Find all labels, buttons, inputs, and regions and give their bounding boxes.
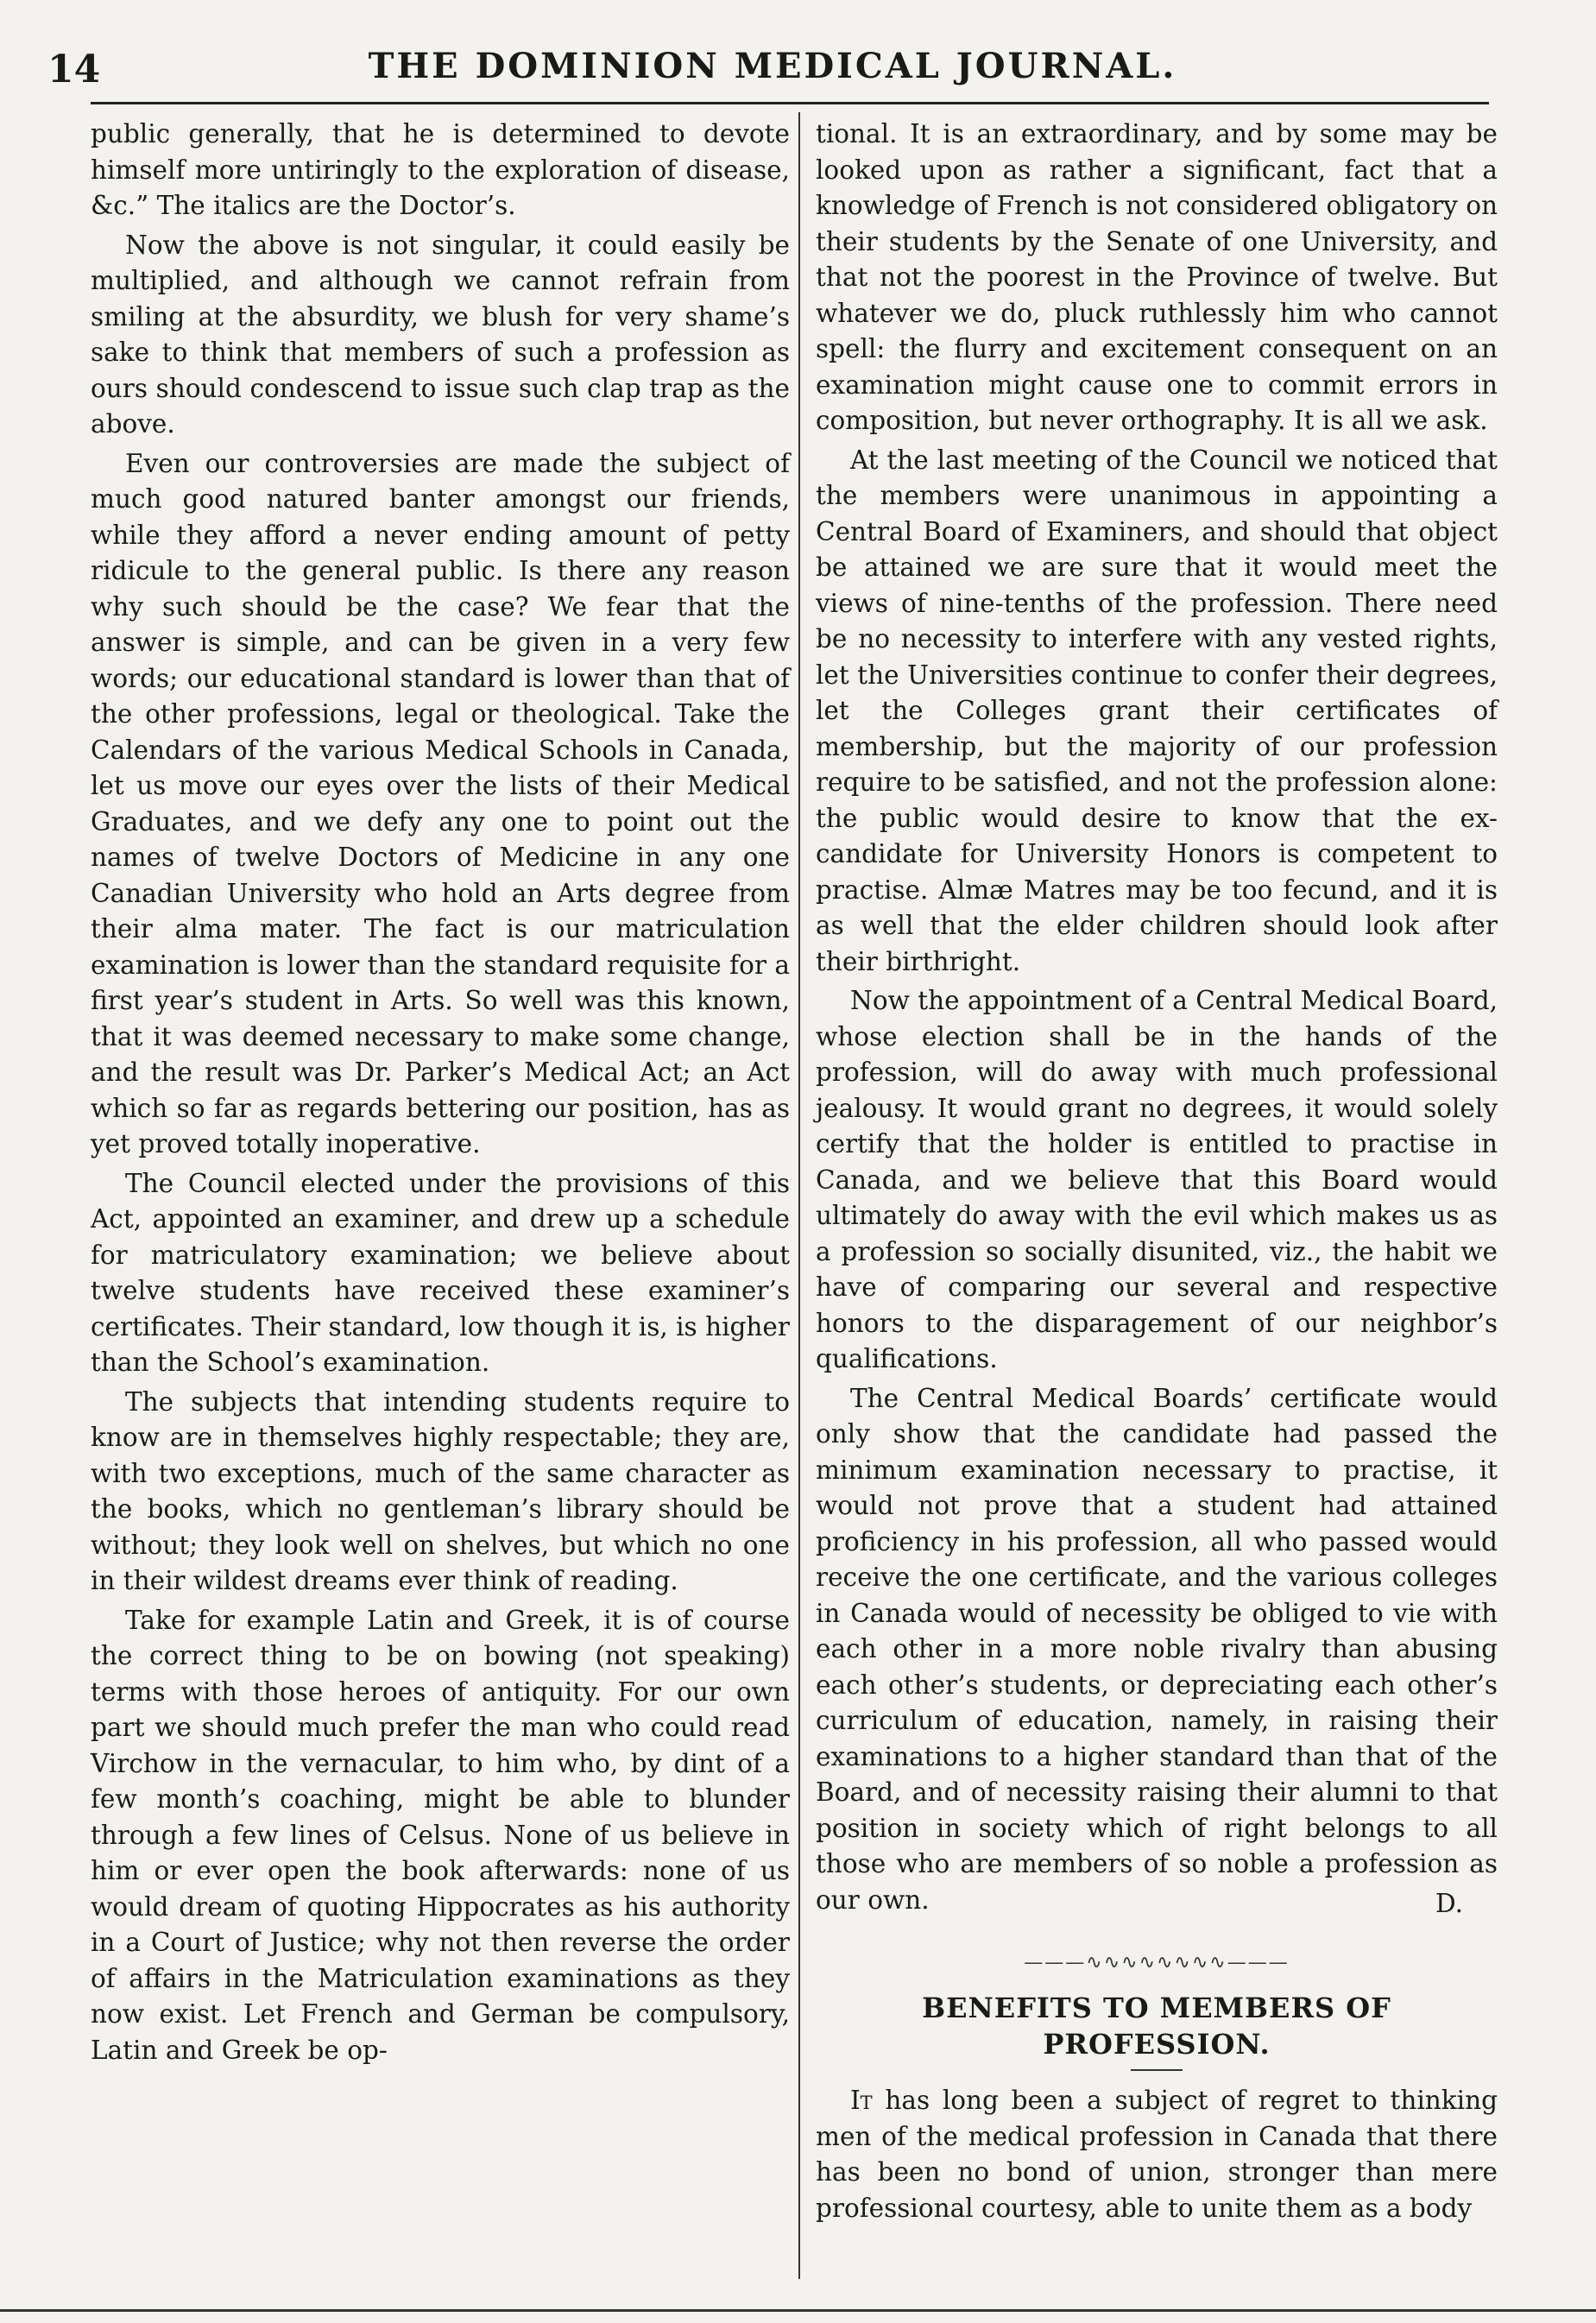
section-paragraph — [816, 2083, 1498, 2226]
paragraph: Take for example Latin and Greek, it is of course the correct thing to be on bowing (not speaking) terms with those heroes of antiquity. For our own part we should much prefer the man who could read Virchow in the vernacular, to him who, by dint of a few month’s coaching, might be able to blunder through a few lines of Celsus. None of us believe in him or ever open the book afterwards: none of us would dream of quoting Hippocrates as his authority in a Court of Justice; why not then reverse the order of affairs in the Matriculation examinations as they now exist. Let French and German be compulsory, Latin and Greek be op- — [91, 1605, 790, 2065]
running-title: THE DOMINION MEDICAL JOURNAL. — [368, 46, 1177, 86]
author-signature: D. — [1435, 1889, 1463, 1918]
paragraph: At the last meeting of the Council we noticed that the members were unanimous in appointing a Central Board of Examiners, and should that object be attained we are sure that it would meet the views of nine-tenths of the profession. There need be no necessity to interfere with any vested rights, let the Universities continue to confer their degrees, let the Colleges grant their certificates of membership, but the majority of our profession require to be satisfied, and not the profession alone: the public would desire to know that the ex-candidate for University Honors is competent to practise. Almæ Matres may be too fecund, and it is as well that the elder children should look after their birthright. — [816, 445, 1498, 976]
left-column — [91, 117, 790, 2072]
paragraph: The Central Medical Boards’ certificate would only show that the candidate had passed the minimum examination necessary to practise, it would not prove that a student had attained proficiency in his profession, all who passed would receive the one certificate, and the various colleges in Canada would of necessity be obliged to vie with each other in a more noble rivalry than abusing each other’s students, or depreciating each other’s curriculum of education, namely, in raising their examinations to a higher standard than that of the Board, and of necessity raising their alumni to that position in society which of right belongs to all those who are members of so noble a profession as our own. — [816, 1383, 1498, 1915]
header-rule — [91, 102, 1489, 104]
paragraph: Now the appointment of a Central Medical Board, whose election shall be in the hands of the profession, will do away with much professional jealousy. It would grant no degrees, it would solely certify that the holder is entitled to practise in Canada, and we believe that this Board would ultimately do away with the evil which makes us as a profession so socially disunited, viz., the habit we have of comparing our several and respective honors to the disparagement of our neighbor’s qualifications. — [816, 986, 1498, 1373]
heading-rule — [1131, 2069, 1183, 2071]
paragraph: The subjects that intending students require to know are in themselves highly respectable; they are, with two exceptions, much of the same character as the books, which no gentleman’s library should be without; they look well on shelves, but which no one in their wildest dreams ever think of reading. — [91, 1386, 790, 1595]
paragraph: The Council elected under the provisions of this Act, appointed an examiner, and drew up a schedule for matriculatory examination; we believe about twelve students have received these examiner’s certificates. Their standard, low though it is, is higher than the School’s examination. — [91, 1168, 790, 1377]
page-number: 14 — [47, 47, 101, 92]
right-column — [816, 117, 1498, 2230]
paragraph: public generally, that he is determined to devote himself more untiringly to the exploration of disease, &c.” The italics are the Doctor’s. — [91, 119, 790, 220]
section-heading: BENEFITS TO MEMBERS OF PROFESSION. — [922, 1992, 1391, 2061]
bottom-rule — [0, 2309, 1596, 2312]
section-text: has long been a subject of regret to thinking men of the medical profession in Canada that there has been no bond of union, stronger than mere professional courtesy, able to unite them as a body — [816, 2086, 1498, 2223]
paragraph: Even our controversies are made the subject of much good natured banter amongst our friends, while they afford a never ending amount of petty ridicule to the general public. Is there any reason why such should be the case? We fear that the answer is simple, and can be given in a very few words; our educational standard is lower than that of the other professions, legal or theological. Take the Calendars of the various Medical Schools in Canada, let us move our eyes over the lists of their Medical Graduates, and we defy any one to point out the names of twelve Doctors of Medicine in any one Canadian University who hold an Arts degree from their alma mater. The fact is our matriculation examination is lower than the standard requisite for a first year’s student in Arts. So well was this known, that it was deemed necessary to make some change, and the result was Dr. Parker’s Medical Act; an Act which so far as regards bettering our position, has as yet proved totally inoperative. — [91, 448, 790, 1158]
page-header — [47, 39, 1498, 99]
paragraph: tional. It is an extraordinary, and by some may be looked upon as rather a significant, fact that a knowledge of French is not considered obligatory on their students by the Senate of one University, and that not the poorest in the Province of twelve. But whatever we do, pluck ruthlessly him who cannot spell: the flurry and excitement consequent on an examination might cause one to commit errors in composition, but never orthography. It is all we ask. — [816, 119, 1498, 435]
section-ornament: ———∿∿∿∿∿∿∿∿——— — [1024, 1951, 1290, 1973]
section-lead-word: It — [850, 2086, 873, 2115]
column-divider — [798, 112, 800, 2279]
paragraph: Now the above is not singular, it could easily be multiplied, and although we cannot refrain from smiling at the absurdity, we blush for very shame’s sake to think that members of such a profession as ours should condescend to issue such clap trap as the above. — [91, 230, 790, 439]
